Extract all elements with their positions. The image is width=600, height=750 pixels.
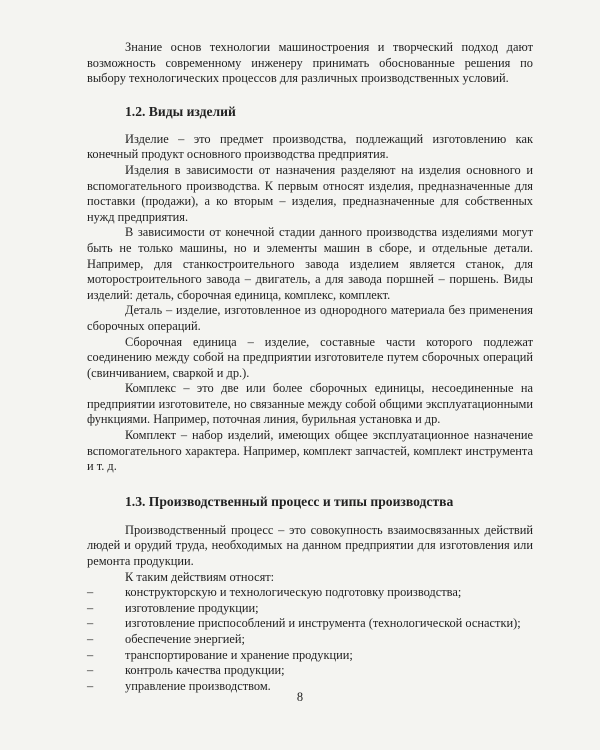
list-item: – транспортирование и хранение продукции; <box>87 647 353 662</box>
paragraph: Комплекс – это две или более сборочных единицы, несоединенные на предприятии изготовителе, но связанные между собой общими эксплуатационными функциями. Например, поточная линия, бурильная установка и др. <box>87 381 533 427</box>
dash-marker: – <box>87 678 94 693</box>
dash-marker: – <box>87 647 94 662</box>
list-item: – управление производством. <box>87 678 271 693</box>
dash-marker: – <box>87 663 94 678</box>
list-item: – контроль качества продукции; <box>87 663 285 678</box>
dash-marker: – <box>87 585 94 600</box>
paragraph: В зависимости от конечной стадии данного производства изделиями могут быть не только машины, но и элементы машин в сборе, и отдельные детали. Например, для станкостроительного завода изделием является станок, для моторостроительного завода – двигатель, а для завода поршней – поршень. Виды изделий: деталь, сборочная единица, комплекс, комплект. <box>87 225 533 302</box>
paragraph: К таким действиям относят: <box>125 569 275 584</box>
page-number: 8 <box>296 690 304 704</box>
dash-marker: – <box>87 600 94 615</box>
paragraph: Изделия в зависимости от назначения разделяют на изделия основного и вспомогательного производства. К первым относят изделия, предназначенные для поставки (продажи), а ко вторым – изделия, предназначенные для собственных нужд предприятия. <box>87 162 533 224</box>
section-heading-1-3: 1.3. Производственный процесс и типы производства <box>125 493 454 509</box>
list-item: – конструкторскую и технологическую подготовку производства; <box>87 585 462 600</box>
dash-marker: – <box>87 616 94 631</box>
actions-list <box>87 585 533 694</box>
section-heading-1-2: 1.2. Виды изделий <box>125 103 236 119</box>
page-content <box>87 40 533 694</box>
paragraph: Деталь – изделие, изготовленное из однородного материала без применения сборочных операций. <box>87 303 533 333</box>
paragraph: Комплект – набор изделий, имеющих общее эксплуатационное назначение вспомогательного характера. Например, комплект запчастей, комплект инструмента и т. д. <box>87 428 533 474</box>
intro-paragraph: Знание основ технологии машиностроения и творческий подход дают возможность современному инженеру принимать обоснованные решения по выбору технологических процессов для различных производственных условий. <box>87 40 533 86</box>
dash-marker: – <box>87 632 94 646</box>
list-item: – изготовление приспособлений и инструмента (технологической оснастки); <box>87 616 521 631</box>
list-item: – обеспечение энергией; <box>87 632 245 646</box>
paragraph: Производственный процесс – это совокупность взаимосвязанных действий людей и орудий труда, необходимых на данном предприятии для изготовления или ремонта продукции. <box>87 522 533 569</box>
paragraph: Изделие – это предмет производства, подлежащий изготовлению как конечный продукт основного производства предприятия. <box>87 131 533 162</box>
list-item: – изготовление продукции; <box>87 600 259 615</box>
paragraph: Сборочная единица – изделие, составные части которого подлежат соединению между собой на предприятии изготовителе путем сборочных операций (свинчиванием, сваркой и др.). <box>87 334 533 380</box>
